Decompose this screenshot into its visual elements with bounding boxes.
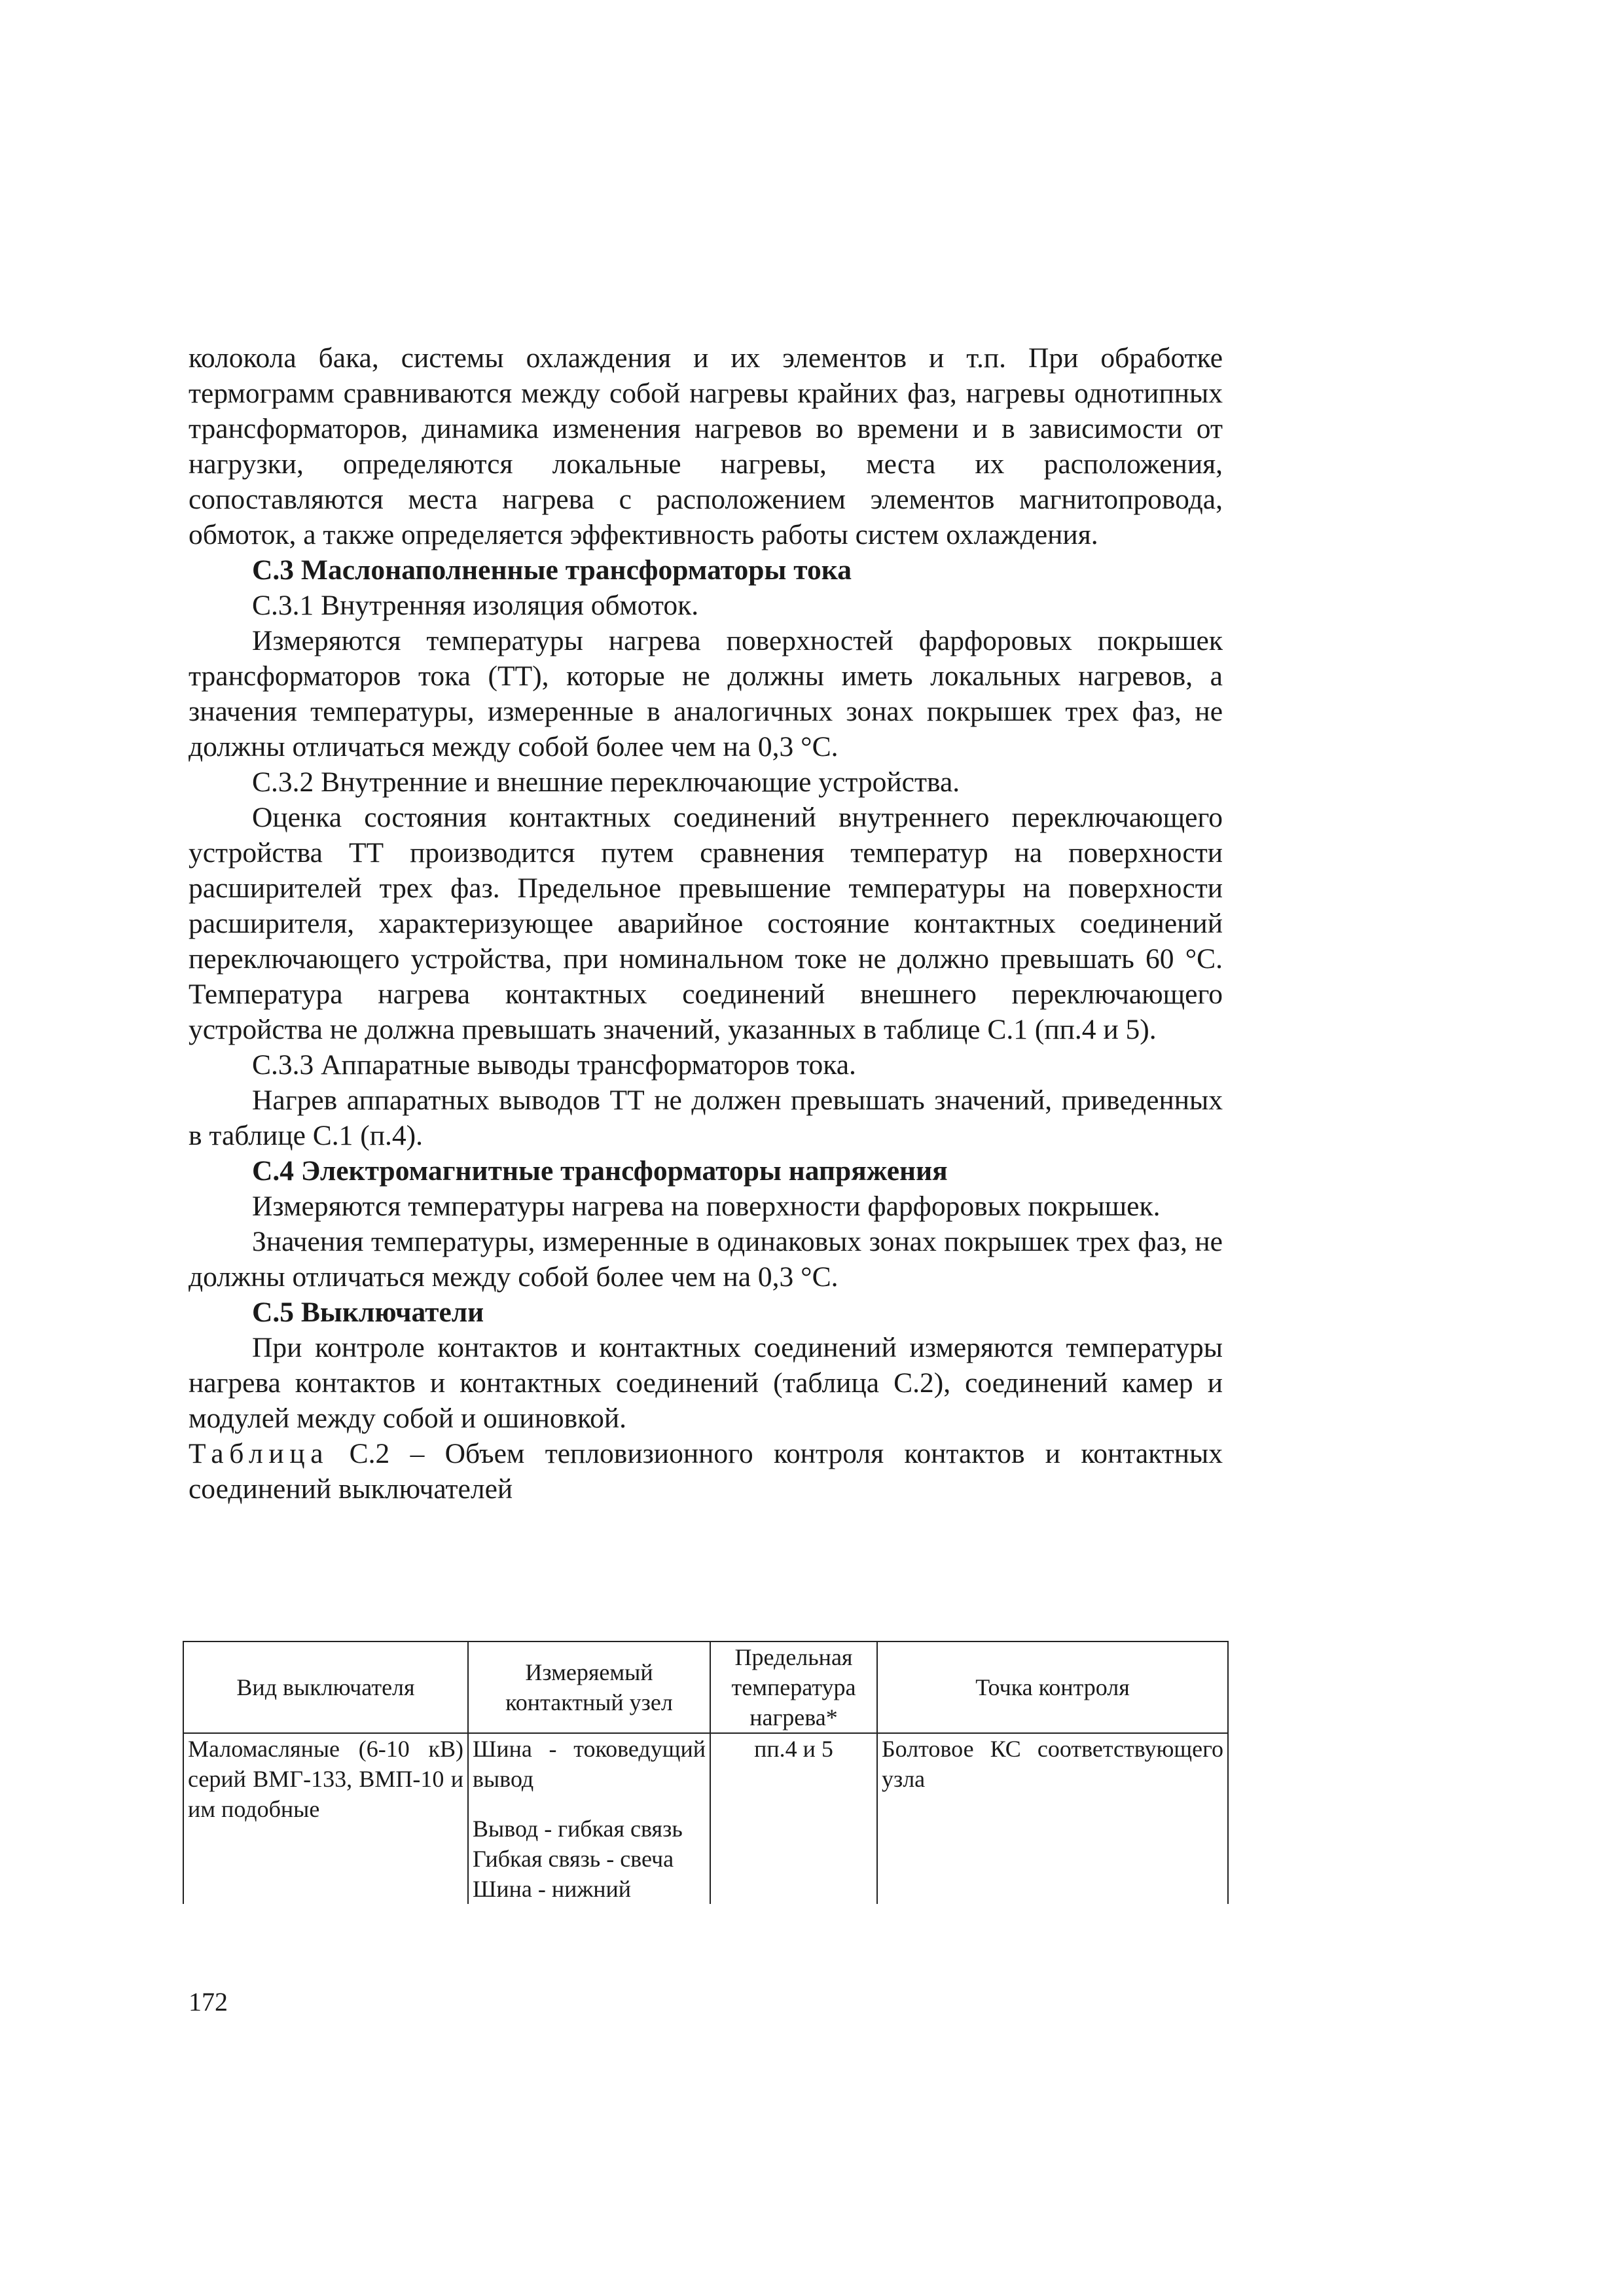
subsection-c3-1: С.3.1 Внутренняя изоляция обмоток. [252,590,699,621]
contact-node: Шина - нижний [473,1876,632,1902]
spacer [473,1794,706,1814]
paragraph: колокола бака, системы охлаждения и их элементов и т.п. При обработке термограмм сравниваются между собой нагревы крайних фаз, нагревы однотипных трансформаторов, динамика изменения нагревов во времени и в зависимости от нагрузки, определяются локальные нагревы, места их расположения, сопоставляются места нагрева с расположением элементов магнитопровода, обмоток, а также определяется эффективность работы систем охлаждения. [189,342,1223,550]
breaker-inspection-table [183,1641,1229,1904]
control-point-text: Болтовое КС соответствующего узла [882,1736,1223,1792]
table-header-cell: Предельная температура нагрева* [710,1641,877,1733]
table-cell-breaker-type [183,1733,468,1904]
subsection-c3-3: С.3.3 Аппаратные выводы трансформаторов тока. [252,1049,856,1081]
section-heading-c4: С.4 Электромагнитные трансформаторы напряжения [252,1155,948,1187]
paragraph: Измеряются температуры нагрева на поверхности фарфоровых покрышек. [252,1191,1161,1222]
table-cell-control-point [877,1733,1228,1904]
table-row [183,1733,1228,1904]
paragraph: Измеряются температуры нагрева поверхностей фарфоровых покрышек трансформаторов тока (ТТ), которые не должны иметь локальных нагревов, а значения температуры, измеренные в аналогичных зонах покрышек трех фаз, не должны отличаться между собой более чем на 0,3 °С. [189,625,1223,762]
body-text [189,340,1223,1507]
temperature-limit-text: пп.4 и 5 [754,1736,833,1762]
paragraph: Нагрев аппаратных выводов ТТ не должен превышать значений, приведенных в таблице С.1 (п.4). [189,1085,1223,1151]
paragraph: При контроле контактов и контактных соединений измеряются температуры нагрева контактов и контактных соединений (таблица С.2), соединений камер и модулей между собой и ошиновкой. [189,1332,1223,1434]
section-heading-c3: С.3 Маслонаполненные трансформаторы тока [252,554,852,586]
table-cell-contact-nodes [468,1733,710,1904]
table-cell-temperature-limit [710,1733,877,1904]
table-caption-label: Таблица [189,1438,329,1469]
page-number: 172 [189,1987,228,2017]
contact-node: Вывод - гибкая связь [473,1816,683,1842]
table-header-cell: Точка контроля [877,1641,1228,1733]
subsection-c3-2: С.3.2 Внутренние и внешние переключающие устройства. [252,766,960,798]
table-caption-text: С.2 – Объем тепловизионного контроля контактов и контактных соединений выключателей [189,1438,1223,1505]
paragraph: Значения температуры, измеренные в одинаковых зонах покрышек трех фаз, не должны отличаться между собой более чем на 0,3 °С. [189,1226,1223,1293]
contact-node: Шина - токоведущий вывод [473,1736,706,1792]
table-header-cell: Вид выключателя [183,1641,468,1733]
table-caption [189,1436,1223,1507]
paragraph: Оценка состояния контактных соединений внутреннего переключающего устройства ТТ производится путем сравнения температур на поверхности расширителей трех фаз. Предельное превышение температуры на поверхности расширителя, характеризующее аварийное состояние контактных соединений переключающего устройства, при номинальном токе не должно превышать 60 °С. Температура нагрева контактных соединений внешнего переключающего устройства не должна превышать значений, указанных в таблице С.1 (пп.4 и 5). [189,802,1223,1045]
section-heading-c5: С.5 Выключатели [252,1297,484,1328]
breaker-type-text: Маломасляные (6-10 кВ) серий ВМГ-133, ВМП-10 и им подобные [188,1736,463,1822]
table-header-row [183,1641,1228,1733]
table-header-cell: Измеряемый контактный узел [468,1641,710,1733]
contact-node: Гибкая связь - свеча [473,1846,674,1872]
